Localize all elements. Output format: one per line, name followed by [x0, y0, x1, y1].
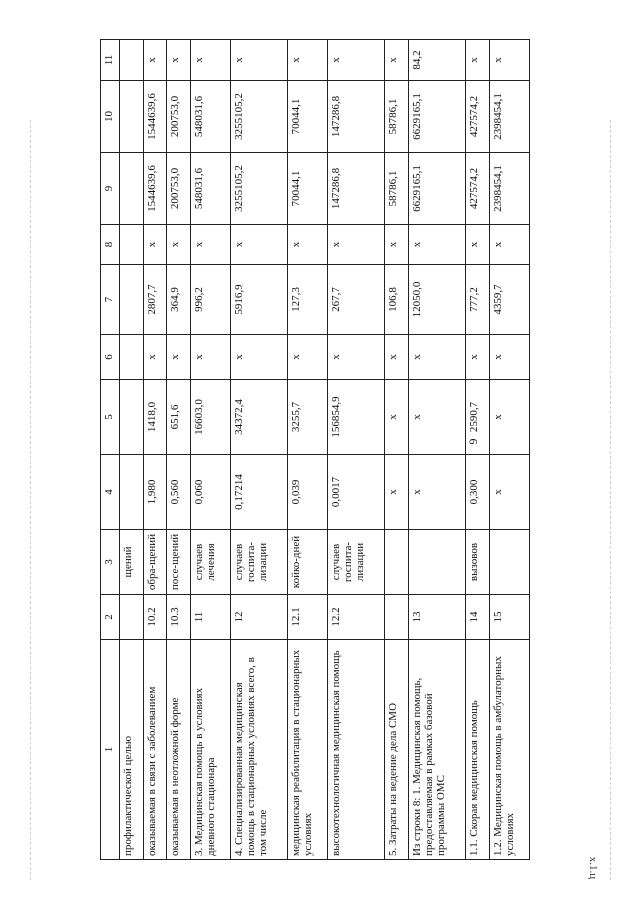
table-cell: 3255105,2: [231, 81, 288, 153]
column-number: 6: [101, 335, 120, 380]
row-description: 4. Специализированная медицинская помощь в стационарных условиях всего, в том числе: [231, 640, 288, 860]
table-cell: x: [385, 335, 409, 380]
table-cell: посе-щений: [167, 530, 191, 595]
table-cell: 15: [489, 595, 529, 640]
table-cell: 3255,7: [288, 380, 328, 455]
table-cell: 70044,1: [288, 153, 328, 225]
table-cell: [120, 225, 144, 265]
row-description: профилактической целью: [120, 640, 144, 860]
table-cell: x: [466, 225, 490, 265]
table-cell: x: [190, 40, 230, 81]
table-cell: 200753,0: [167, 81, 191, 153]
table-cell: x: [167, 40, 191, 81]
table-cell: 2398454,1: [489, 153, 529, 225]
table-cell: 1,980: [143, 455, 167, 530]
table-cell: 58786,1: [385, 153, 409, 225]
table-cell: 1544639,6: [143, 153, 167, 225]
table-cell: x: [489, 455, 529, 530]
tariff-table: [100, 39, 530, 860]
table-row: [385, 40, 409, 860]
table-cell: [120, 153, 144, 225]
table-cell: 0,300: [466, 455, 490, 530]
row-description: оказываемая в неотложной форме: [167, 640, 191, 860]
table-cell: 6629165,1: [409, 81, 466, 153]
table-cell: койко-дней: [288, 530, 328, 595]
table-cell: x: [328, 40, 385, 81]
table-cell: 70044,1: [288, 81, 328, 153]
row-description: 3. Медицинская помощь в условиях дневного стационара: [190, 640, 230, 860]
table-cell: [409, 530, 466, 595]
table-cell: 2590,7: [466, 380, 490, 455]
table-cell: x: [167, 225, 191, 265]
table-cell: x: [143, 40, 167, 81]
row-description: Из строки 8: 1. Медицинская помощь, предоставляемая в рамках базовой программы ОМС: [409, 640, 466, 860]
table-cell: 777,2: [466, 265, 490, 335]
table-cell: 996,2: [190, 265, 230, 335]
table-cell: x: [328, 225, 385, 265]
table-cell: 12.1: [288, 595, 328, 640]
column-number: 8: [101, 225, 120, 265]
table-cell: [120, 335, 144, 380]
table-cell: 12.2: [328, 595, 385, 640]
table-cell: случаев госпита-лизации: [328, 530, 385, 595]
table-cell: x: [385, 40, 409, 81]
table-cell: 12050,0: [409, 265, 466, 335]
table-cell: x: [409, 455, 466, 530]
table-cell: щений: [120, 530, 144, 595]
table-cell: 0,060: [190, 455, 230, 530]
column-number: 2: [101, 595, 120, 640]
table-cell: 267,7: [328, 265, 385, 335]
column-number: 9: [101, 153, 120, 225]
table-cell: 0,560: [167, 455, 191, 530]
table-cell: 2398454,1: [489, 81, 529, 153]
table-cell: случаев лечения: [190, 530, 230, 595]
table-cell: 58786,1: [385, 81, 409, 153]
table-cell: [120, 40, 144, 81]
table-cell: x: [489, 225, 529, 265]
table-cell: x: [190, 225, 230, 265]
table-cell: 16603,0: [190, 380, 230, 455]
table-cell: 156854,9: [328, 380, 385, 455]
table-cell: x: [143, 225, 167, 265]
column-number: 3: [101, 530, 120, 595]
row-description: высокотехнологичная медицинская помощь: [328, 640, 385, 860]
table-cell: 548031,6: [190, 153, 230, 225]
table-cell: 127,3: [288, 265, 328, 335]
column-number-row: [101, 40, 120, 860]
table-cell: x: [231, 335, 288, 380]
table-row: [190, 40, 230, 860]
table-cell: [120, 455, 144, 530]
table-row: [231, 40, 288, 860]
table-cell: 548031,6: [190, 81, 230, 153]
table-cell: x: [288, 335, 328, 380]
row-description: 5. Затраты на ведение дела СМО: [385, 640, 409, 860]
column-number: 1: [101, 640, 120, 860]
table-cell: 3255105,2: [231, 153, 288, 225]
row-description: 1.1. Скорая медицинская помощь: [466, 640, 490, 860]
table-cell: x: [231, 40, 288, 81]
footer-code: х.1.ц: [587, 856, 600, 880]
table-cell: 651,6: [167, 380, 191, 455]
table-cell: 2807,7: [143, 265, 167, 335]
column-number: 11: [101, 40, 120, 81]
table-cell: [120, 595, 144, 640]
table-row: [328, 40, 385, 860]
table-cell: [489, 530, 529, 595]
table-cell: [385, 595, 409, 640]
table-cell: 147286,8: [328, 81, 385, 153]
table-cell: 6629165,1: [409, 153, 466, 225]
table-cell: x: [409, 225, 466, 265]
table-cell: 10.2: [143, 595, 167, 640]
table-cell: 4359,7: [489, 265, 529, 335]
column-number: 7: [101, 265, 120, 335]
table-cell: 13: [409, 595, 466, 640]
table-cell: 106,8: [385, 265, 409, 335]
table-cell: x: [466, 40, 490, 81]
table-cell: обра-щений: [143, 530, 167, 595]
table-cell: 5916,9: [231, 265, 288, 335]
table-row: [288, 40, 328, 860]
table-cell: x: [409, 335, 466, 380]
table-cell: x: [190, 335, 230, 380]
table-cell: x: [489, 335, 529, 380]
table-row: [489, 40, 529, 860]
table-cell: [120, 265, 144, 335]
table-cell: 14: [466, 595, 490, 640]
table-cell: 1544639,6: [143, 81, 167, 153]
table-cell: x: [385, 380, 409, 455]
table-cell: 427574,2: [466, 153, 490, 225]
table-cell: 84,2: [409, 40, 466, 81]
column-number: 10: [101, 81, 120, 153]
table-cell: 0,0017: [328, 455, 385, 530]
table-cell: 427574,2: [466, 81, 490, 153]
table-cell: 0,17214: [231, 455, 288, 530]
table-cell: x: [385, 455, 409, 530]
table-cell: x: [288, 40, 328, 81]
table-cell: 147286,8: [328, 153, 385, 225]
table-row: [466, 40, 490, 860]
table-cell: x: [489, 40, 529, 81]
row-description: медицинская реабилитация в стационарных условиях: [288, 640, 328, 860]
table-cell: 11: [190, 595, 230, 640]
table-row: [409, 40, 466, 860]
table-cell: x: [167, 335, 191, 380]
row-description: 1.2. Медицинская помощь в амбулаторных условиях: [489, 640, 529, 860]
table-cell: случаев госпита-лизации: [231, 530, 288, 595]
table-cell: 200753,0: [167, 153, 191, 225]
table-cell: x: [409, 380, 466, 455]
rotated-table-wrapper: [100, 50, 530, 860]
table-cell: вызовов: [466, 530, 490, 595]
table-cell: x: [385, 225, 409, 265]
table-row: [167, 40, 191, 860]
table-cell: x: [466, 335, 490, 380]
table-cell: 34372,4: [231, 380, 288, 455]
table-cell: 12: [231, 595, 288, 640]
table-row: [120, 40, 144, 860]
column-number: 5: [101, 380, 120, 455]
table-cell: [120, 380, 144, 455]
table-cell: x: [143, 335, 167, 380]
column-number: 4: [101, 455, 120, 530]
table-cell: x: [489, 380, 529, 455]
page-number: 6: [466, 438, 481, 445]
table-cell: 1418,0: [143, 380, 167, 455]
table-row: [143, 40, 167, 860]
table-cell: [120, 81, 144, 153]
table-cell: 0,039: [288, 455, 328, 530]
table-cell: x: [328, 335, 385, 380]
row-description: оказываемая в связи с заболеванием: [143, 640, 167, 860]
table-cell: x: [231, 225, 288, 265]
table-cell: 364,9: [167, 265, 191, 335]
table-cell: 10.3: [167, 595, 191, 640]
table-cell: [385, 530, 409, 595]
table-cell: x: [288, 225, 328, 265]
